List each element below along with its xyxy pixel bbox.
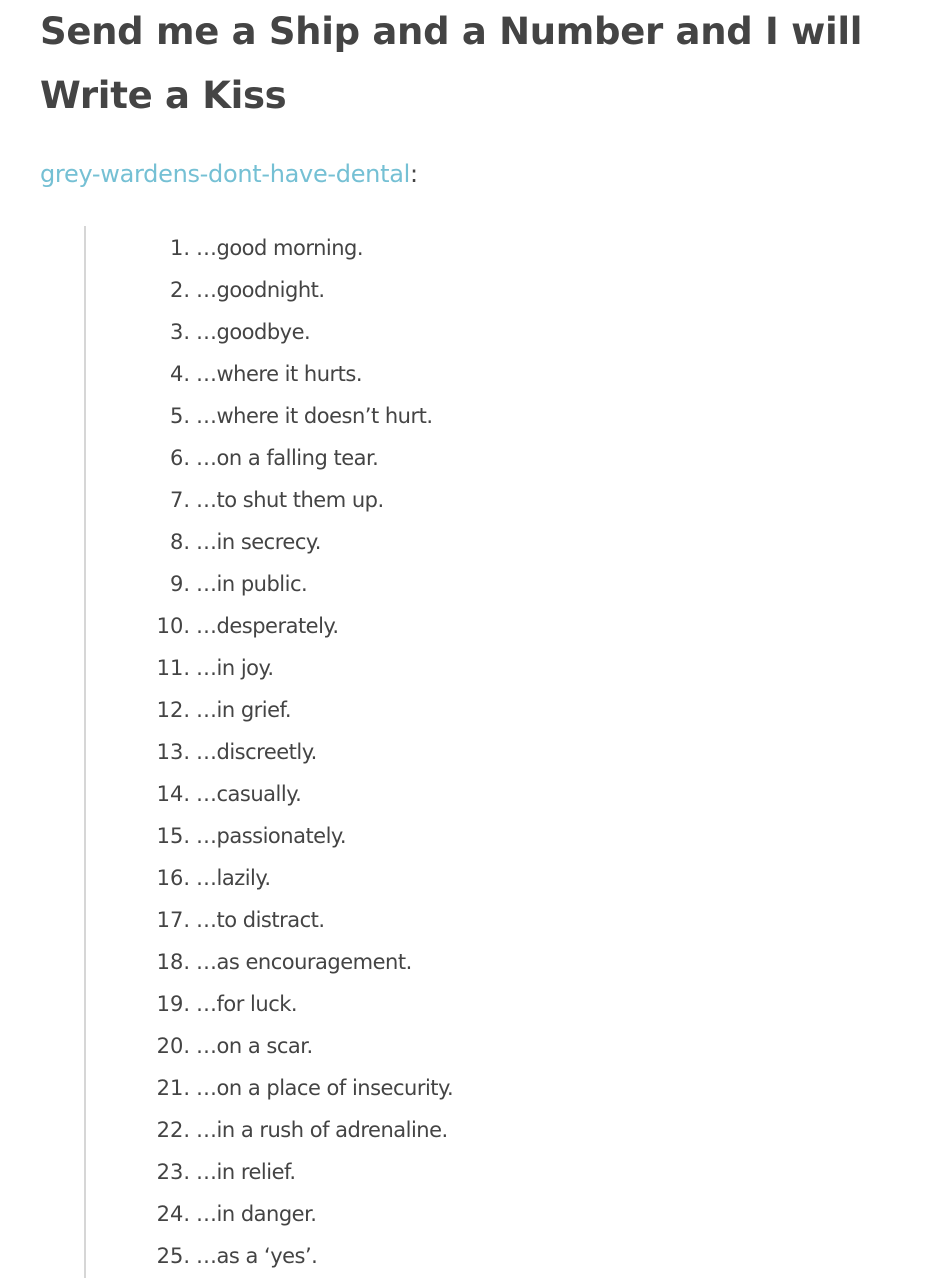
list-item xyxy=(86,647,453,689)
list-item-number: 12. xyxy=(156,698,190,722)
post-title: Send me a Ship and a Number and I will Write a Kiss xyxy=(40,10,863,117)
list-item-text: …lazily. xyxy=(196,866,271,890)
list-item-number: 7. xyxy=(169,488,190,512)
list-item xyxy=(86,1193,453,1235)
list-item-text: …in secrecy. xyxy=(196,530,321,554)
list-item-number: 14. xyxy=(156,782,190,806)
list-item-text: …as a ‘yes’. xyxy=(196,1244,318,1268)
quoted-content xyxy=(84,226,926,1278)
list-item xyxy=(86,857,453,899)
list-item-text: …where it doesn’t hurt. xyxy=(196,404,433,428)
list-item-number: 15. xyxy=(156,824,190,848)
list-item xyxy=(86,689,453,731)
list-item xyxy=(86,815,453,857)
list-item-number: 4. xyxy=(169,362,190,386)
list-item xyxy=(86,437,453,479)
list-item xyxy=(86,1067,453,1109)
list-item xyxy=(86,773,453,815)
list-item-number: 20. xyxy=(156,1034,190,1058)
reblog-attribution xyxy=(40,154,418,194)
list-item-text: …to distract. xyxy=(196,908,325,932)
list-item xyxy=(86,521,453,563)
list-item xyxy=(86,563,453,605)
list-item xyxy=(86,605,453,647)
list-item-number: 25. xyxy=(156,1244,190,1268)
list-item xyxy=(86,731,453,773)
list-item xyxy=(86,269,453,311)
list-item-text: …discreetly. xyxy=(196,740,317,764)
list-item-number: 24. xyxy=(156,1202,190,1226)
list-item xyxy=(86,1109,453,1151)
list-item-text: …passionately. xyxy=(196,824,347,848)
list-item-text: …where it hurts. xyxy=(196,362,363,386)
list-item-text: …goodbye. xyxy=(196,320,311,344)
list-item-number: 9. xyxy=(169,572,190,596)
source-user-link[interactable]: grey-wardens-dont-have-dental xyxy=(40,160,410,188)
list-item-text: …desperately. xyxy=(196,614,339,638)
attribution-colon: : xyxy=(409,160,418,188)
list-item xyxy=(86,899,453,941)
list-item-number: 23. xyxy=(156,1160,190,1184)
list-item-text: …in grief. xyxy=(196,698,292,722)
list-item xyxy=(86,1235,453,1277)
list-item-number: 17. xyxy=(156,908,190,932)
list-item xyxy=(86,395,453,437)
list-item-text: …to shut them up. xyxy=(196,488,384,512)
list-item-text: …casually. xyxy=(196,782,302,806)
list-item-number: 11. xyxy=(156,656,190,680)
list-item xyxy=(86,941,453,983)
list-item-text: …goodnight. xyxy=(196,278,325,302)
list-item-number: 3. xyxy=(169,320,190,344)
list-item-text: …in joy. xyxy=(196,656,274,680)
list-item-number: 22. xyxy=(156,1118,190,1142)
kiss-prompt-list xyxy=(86,227,453,1277)
list-item-number: 21. xyxy=(156,1076,190,1100)
list-item xyxy=(86,1151,453,1193)
list-item-number: 2. xyxy=(169,278,190,302)
list-item-number: 5. xyxy=(169,404,190,428)
list-item xyxy=(86,1025,453,1067)
list-item xyxy=(86,227,453,269)
list-item-number: 18. xyxy=(156,950,190,974)
list-item-text: …good morning. xyxy=(196,236,364,260)
list-item-number: 19. xyxy=(156,992,190,1016)
list-item-text: …in danger. xyxy=(196,1202,317,1226)
list-item-text: …as encouragement. xyxy=(196,950,412,974)
list-item xyxy=(86,353,453,395)
list-item xyxy=(86,479,453,521)
list-item-text: …in relief. xyxy=(196,1160,296,1184)
list-item xyxy=(86,311,453,353)
list-item-number: 16. xyxy=(156,866,190,890)
list-item-number: 10. xyxy=(156,614,190,638)
list-item-text: …for luck. xyxy=(196,992,298,1016)
list-item-number: 13. xyxy=(156,740,190,764)
list-item xyxy=(86,983,453,1025)
list-item-text: …in a rush of adrenaline. xyxy=(196,1118,448,1142)
list-item-number: 1. xyxy=(169,236,190,260)
list-item-text: …in public. xyxy=(196,572,308,596)
list-item-text: …on a falling tear. xyxy=(196,446,379,470)
list-item-text: …on a place of insecurity. xyxy=(196,1076,454,1100)
list-item-text: …on a scar. xyxy=(196,1034,313,1058)
list-item-number: 6. xyxy=(169,446,190,470)
list-item-number: 8. xyxy=(169,530,190,554)
